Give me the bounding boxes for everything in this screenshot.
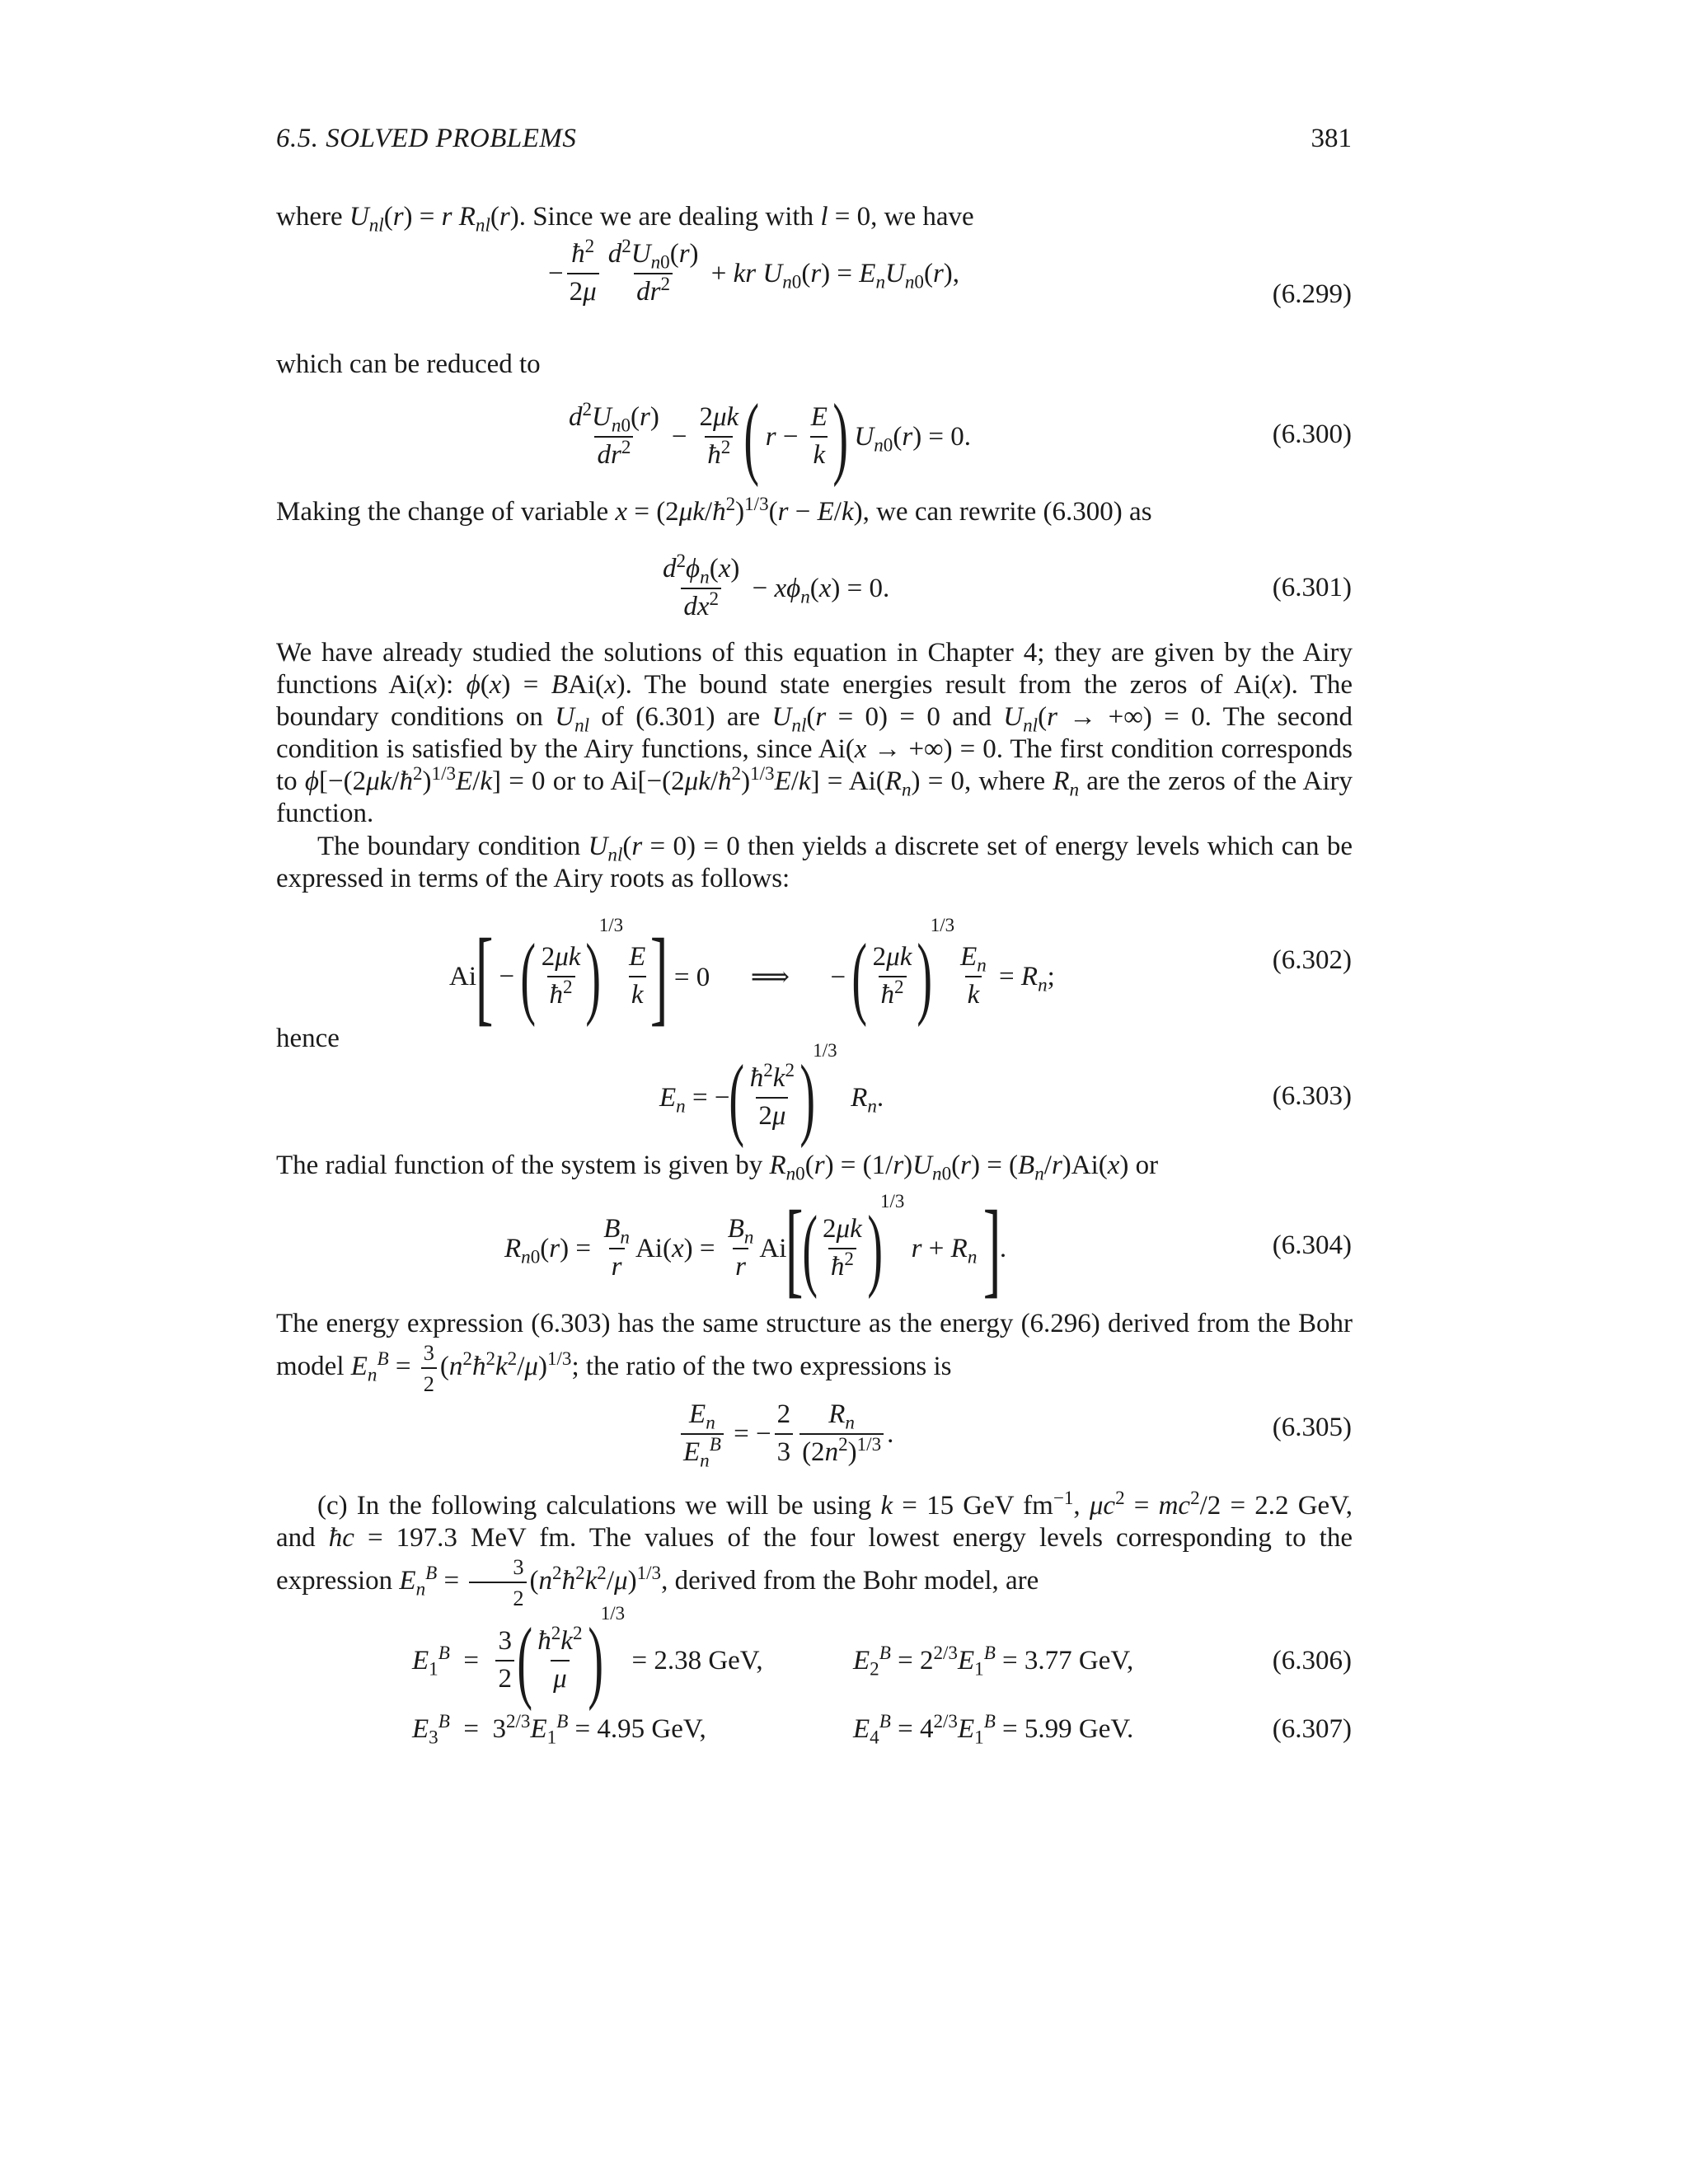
paragraph-hence: hence xyxy=(276,1024,340,1053)
equation-number: (6.307) xyxy=(1272,1714,1352,1744)
equation-number: (6.303) xyxy=(1272,1081,1352,1111)
equation-6-306-right: $E_2^B = 2^{2/3}E_1^B = 3.77$ GeV, xyxy=(853,1641,1134,1680)
equation-6-305: $\frac{E_n}{E_n^B}$ = − $\frac{2}{3}$ $\frac{R_n}{(2n^2)^{1/3}}$ . xyxy=(678,1393,893,1475)
radial-function-line: The radial function of the system is given by $R_{n0}(r) = (1/r)U_{n0}(r) = (B_n/r)Ai(x)$ or xyxy=(276,1151,1159,1184)
intro-line: where $U_{nl}(r) = r$ $R_{nl}(r)$. Since we are dealing with l = 0, we have xyxy=(276,202,974,236)
equation-number: (6.306) xyxy=(1272,1646,1352,1675)
equation-6-304: $R_{n0}(r)$ = $\frac{B_n}{r}$ Ai(x) = $\frac{B_n}{r}$ Ai [ ( $\frac{2\mu k}{ħ^2}$ ) 1/3 $r + R_n$ ] . xyxy=(504,1189,1007,1308)
equation-number: (6.300) xyxy=(1272,419,1352,449)
paragraph-airy-solutions: We have already studied the solutions of this equation in Chapter 4; they are given by the Airy functions Ai(x): ϕ(x) = BAi(x). The bound state energies result from the zeros of Ai(x). The boundary conditions on $U_{nl}$ of (6.301) are $U_{nl}(r = 0) = 0$ and $U_{nl}(r$ → +∞) = 0. The second condition is satisfied by the Airy functions, since Ai(x → +∞) = 0. The first condition corresponds to $\phi[-(2\mu k/ħ^2)^{1/3}E/k] = 0$ or to $Ai[-(2\mu k/ħ^2)^{1/3}E/k] = Ai(R_n) = 0$, where $R_n$ are the zeros of the Airy function. xyxy=(276,638,1353,828)
equation-number: (6.299) xyxy=(1272,279,1352,309)
equation-6-307-left: $E_3^B = 3^{2/3}E_1^B = 4.95$ GeV, xyxy=(412,1709,706,1748)
page-number: 381 xyxy=(1311,124,1352,153)
change-of-variable-line: Making the change of variable $x = (2\mu k/ħ^2)^{1/3}(r - E/k)$, we can rewrite (6.300) as xyxy=(276,493,1152,527)
equation-number: (6.304) xyxy=(1272,1230,1352,1260)
equation-6-303: $E_n$ = − ( $\frac{ħ^2k^2}{2\mu}$ ) 1/3 $R_n$. xyxy=(659,1040,884,1149)
equation-number: (6.305) xyxy=(1272,1413,1352,1442)
paragraph-energy-structure: The energy expression (6.303) has the same structure as the energy (6.296) derived from the Bohr model $E_n^B$ = $\frac{3}{2}$ $(n^2ħ^2k^2/\mu)^{1/3}$; the ratio of the two expressions is xyxy=(276,1309,1353,1397)
equation-number: (6.301) xyxy=(1272,573,1352,602)
paragraph-boundary-condition: The boundary condition $U_{nl}(r = 0) = 0$ then yields a discrete set of energy levels which can be expressed in terms of the Airy roots as follows: xyxy=(276,832,1353,893)
equation-6-301: $\frac{d^2\phi_n(x)}{dx^2}$ − $x\phi_n(x) = 0$. xyxy=(663,550,890,621)
equation-6-300: $\frac{d^2U_{n0}(r)}{dr^2}$ − $\frac{2\mu k}{ħ^2}$ ( r − $\frac{E}{k}$ ) $U_{n0}(r) = 0$. xyxy=(569,386,972,488)
equation-6-307-right: $E_4^B = 4^{2/3}E_1^B = 5.99$ GeV. xyxy=(853,1709,1134,1748)
running-header-section: 6.5. SOLVED PROBLEMS xyxy=(276,124,577,153)
equation-6-306-left: $E_1^B$ = $\frac{3}{2}$ ( $\frac{ħ^2k^2}{\mu}$ ) 1/3 = 2.38 GeV, xyxy=(412,1603,763,1712)
paragraph-calculations: (c) In the following calculations we will be using k = 15 GeV $fm^{-1}$, $\mu c^2 = mc^2/2 = 2.2$ GeV, and ħc = 197.3 MeV fm. The values of the four lowest energy levels corresponding to the expression $E_n^B$ = $\frac{3}{2}$ $(n^2ħ^2k^2/\mu)^{1/3}$, derived from the Bohr model, are xyxy=(276,1487,1353,1611)
equation-6-299: − $\frac{ħ^2}{2\mu}$ $\frac{d^2U_{n0}(r)}{dr^2}$ + kr $U_{n0}(r) = E_nU_{n0}(r)$, xyxy=(548,235,960,307)
equation-6-302: Ai [ − ( $\frac{2\mu k}{ħ^2}$ ) 1/3 $\frac{E}{k}$ ] = 0 ⟹ − ( $\frac{2\mu k}{ħ^2}$ ) 1/3 $\frac{E_n}{k}$ = $R_n$; xyxy=(449,915,1055,1036)
equation-number: (6.302) xyxy=(1272,945,1352,975)
paragraph-lead: which can be reduced to xyxy=(276,349,541,379)
